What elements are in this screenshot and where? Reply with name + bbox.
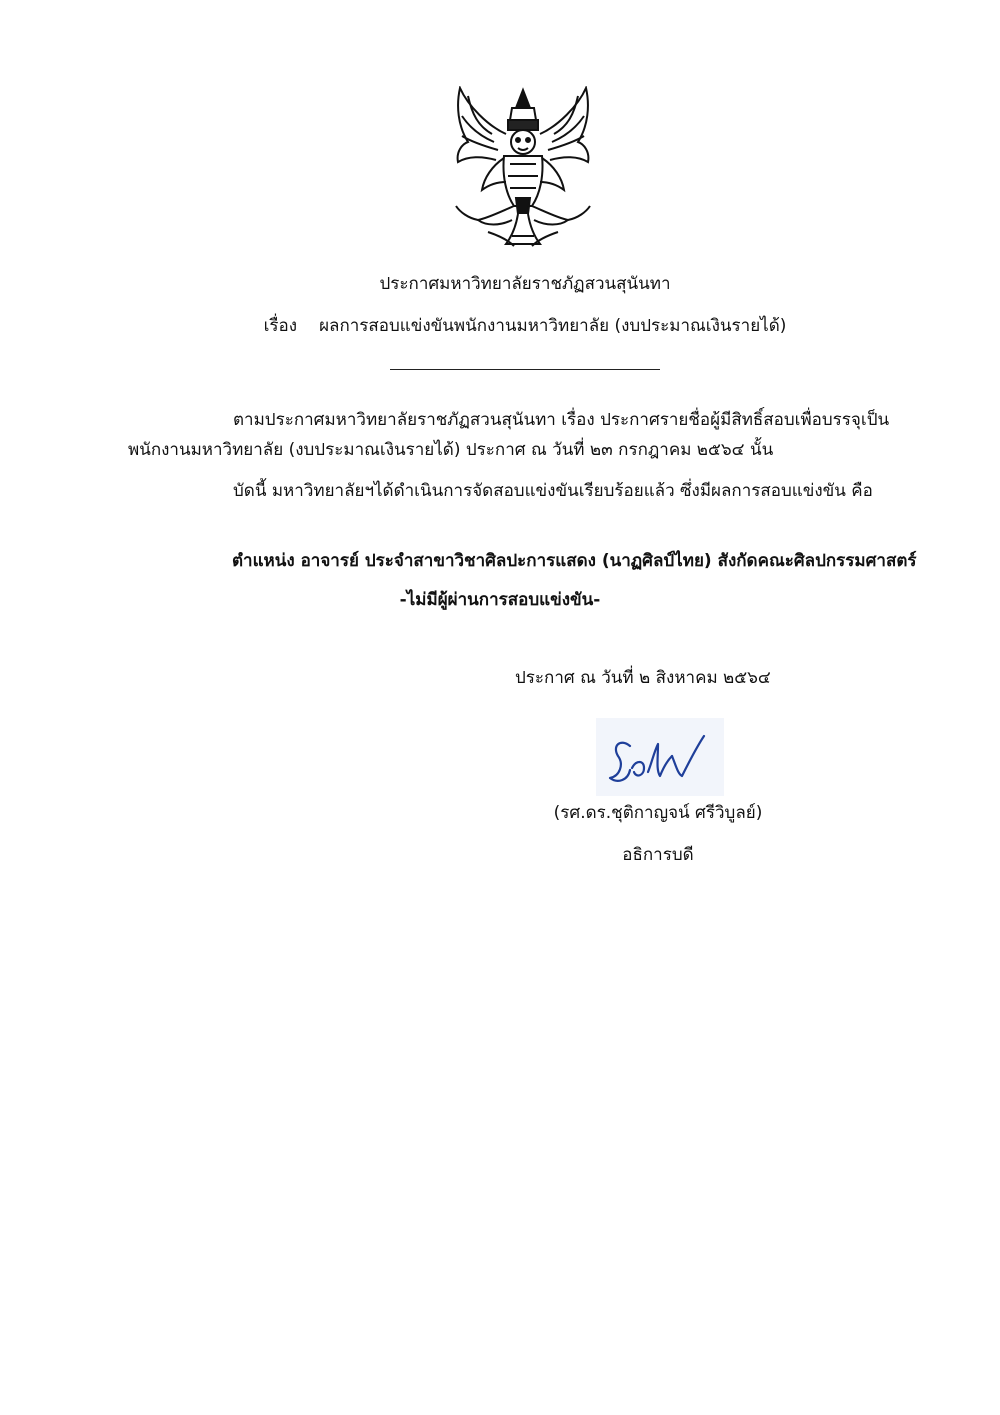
- announcement-subject-line: [0, 314, 1000, 338]
- signer-title: อธิการบดี: [622, 845, 694, 865]
- subject-label: เรื่อง: [263, 316, 298, 336]
- title-divider: [390, 369, 660, 370]
- signature-image: [596, 718, 724, 796]
- garuda-emblem-icon: [448, 86, 598, 251]
- announcement-title: ประกาศมหาวิทยาลัยราชภัฏสวนสุนันทา: [379, 274, 671, 294]
- subject-text: ผลการสอบแข่งขันพนักงานมหาวิทยาลัย (งบประมาณเงินรายได้): [319, 316, 787, 336]
- announcement-date: ประกาศ ณ วันที่ ๒ สิงหาคม ๒๕๖๔: [515, 668, 771, 688]
- paragraph-2: บัดนี้ มหาวิทยาลัยฯได้ดำเนินการจัดสอบแข่งขันเรียบร้อยแล้ว ซึ่งมีผลการสอบแข่งขัน คือ: [233, 481, 873, 501]
- signer-name: (รศ.ดร.ชุติกาญจน์ ศรีวิบูลย์): [553, 803, 763, 823]
- position-heading: ตำแหน่ง อาจารย์ ประจำสาขาวิชาศิลปะการแสดง (นาฏศิลป์ไทย) สังกัดคณะศิลปกรรมศาสตร์: [232, 551, 917, 571]
- paragraph-1-line-2: พนักงานมหาวิทยาลัย (งบประมาณเงินรายได้) ประกาศ ณ วันที่ ๒๓ กรกฎาคม ๒๕๖๔ นั้น: [128, 440, 774, 460]
- paragraph-1-line-1: ตามประกาศมหาวิทยาลัยราชภัฏสวนสุนันทา เรื่อง ประกาศรายชื่อผู้มีสิทธิ์สอบเพื่อบรรจุเป็น: [233, 410, 890, 430]
- exam-result: -ไม่มีผู้ผ่านการสอบแข่งขัน-: [399, 590, 601, 610]
